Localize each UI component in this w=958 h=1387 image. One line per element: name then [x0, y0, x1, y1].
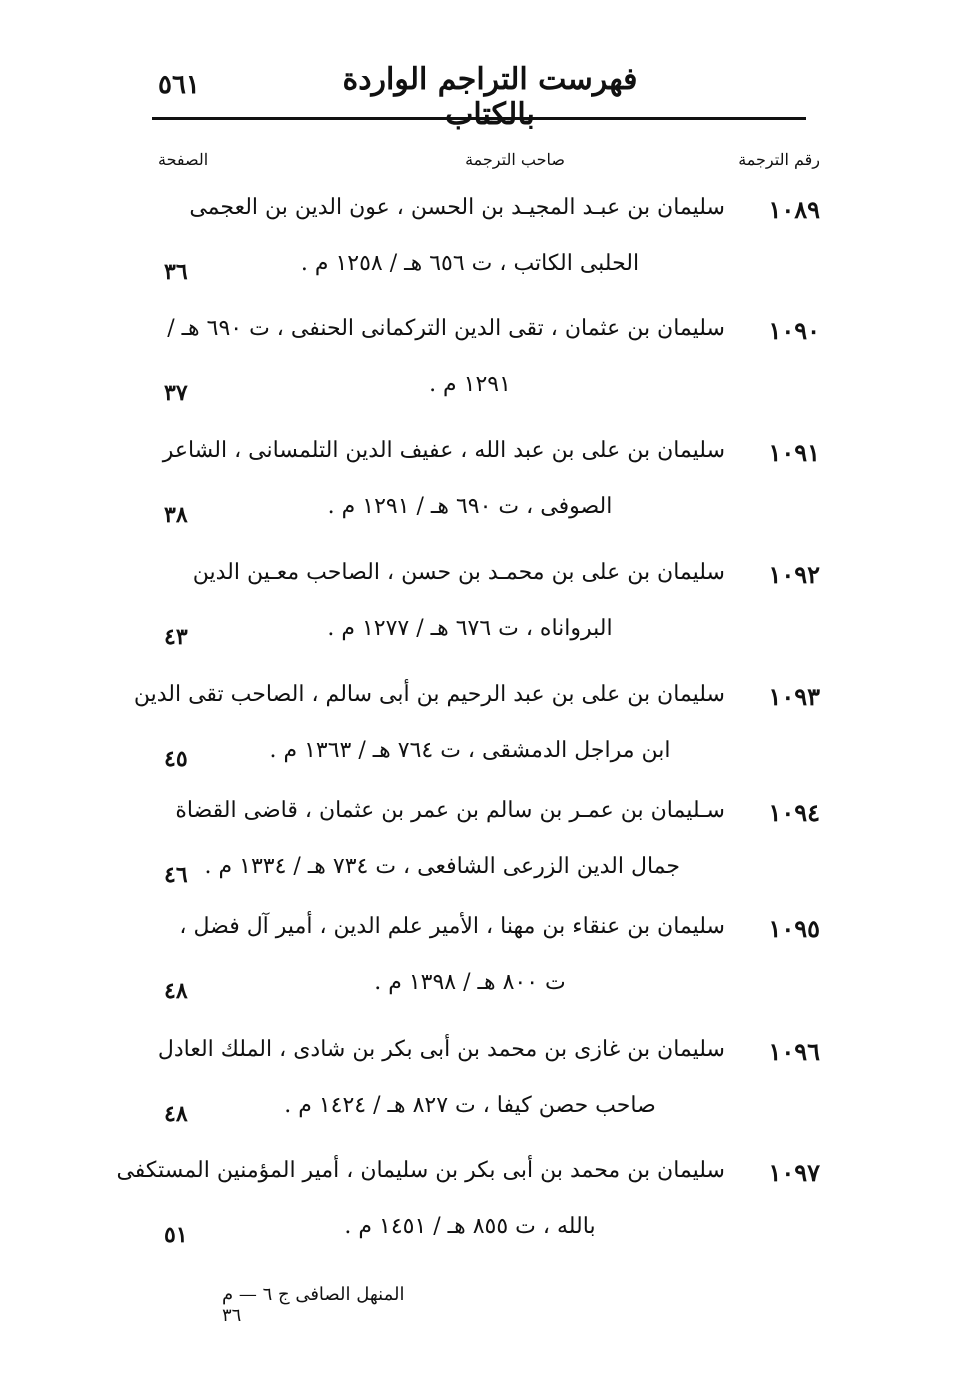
entry-page: ٤٦: [164, 862, 188, 888]
entry-number: ١٠٩٦: [768, 1037, 820, 1066]
index-entry: [133, 682, 820, 802]
entry-name-line-2: ١٢٩١ م .: [429, 372, 511, 397]
entry-number: ١٠٩٧: [768, 1158, 820, 1187]
entry-name-line-1: سليمان بن على بن عبد الله ، عفيف الدين التلمسانى ، الشاعر: [162, 438, 725, 463]
entry-page: ٣٨: [164, 502, 188, 528]
entry-name-line-2: ابن مراجل الدمشقى ، ت ٧٦٤ هـ / ١٣٦٣ م .: [269, 738, 671, 763]
entry-number: ١٠٩٥: [768, 914, 820, 943]
entry-number: ١٠٩٠: [768, 316, 820, 345]
index-entry: [150, 914, 820, 1034]
entry-page: ٤٨: [164, 1101, 188, 1127]
entry-number: ١٠٨٩: [768, 195, 820, 224]
column-header-name: صاحب الترجمة: [465, 150, 565, 169]
index-entry: [150, 798, 820, 918]
column-header-number: رقم الترجمة: [738, 150, 820, 169]
entry-number: ١٠٩٣: [768, 682, 820, 711]
index-entry: [150, 560, 820, 680]
index-entry: [150, 316, 820, 436]
entry-name-line-1: سليمان بن عنقاء بن مهنا ، الأمير علم الدين ، أمير آل فضل ،: [179, 914, 725, 939]
entry-name-line-2: الحلبى الكاتب ، ت ٦٥٦ هـ / ١٢٥٨ م .: [300, 251, 640, 276]
entry-name-line-2: صاحب حصن كيفا ، ت ٨٢٧ هـ / ١٤٢٤ م .: [284, 1093, 656, 1118]
entry-number: ١٠٩٤: [768, 798, 820, 827]
entry-page: ٤٣: [164, 624, 188, 650]
entry-name-line-1: سـليمان بن عمـر بن سالم بن عمر بن عثمان ، قاضى القضاة: [175, 798, 725, 823]
index-entry: [150, 438, 820, 558]
entry-page: ٣٦: [164, 259, 188, 285]
entry-page: ٤٨: [164, 978, 188, 1004]
entry-page: ٥١: [164, 1222, 188, 1248]
entry-name-line-2: البرواناه ، ت ٦٧٦ هـ / ١٢٧٧ م .: [327, 616, 613, 641]
entry-page: ٣٧: [164, 380, 188, 406]
entry-page: ٤٥: [164, 746, 188, 772]
entry-name-line-1: سليمان بن غازى بن محمد بن أبى بكر بن شادى ، الملك العادل: [157, 1037, 725, 1062]
entry-number: ١٠٩١: [768, 438, 820, 467]
entry-name-line-2: جمال الدين الزرعى الشافعى ، ت ٧٣٤ هـ / ١٣٣٤ م .: [204, 854, 680, 879]
index-entry: [116, 1158, 820, 1278]
entry-name-line-2: ت ٨٠٠ هـ / ١٣٩٨ م .: [374, 970, 566, 995]
entry-name-line-1: سليمان بن عثمان ، تقى الدين التركمانى الحنفى ، ت ٦٩٠ هـ /: [167, 316, 725, 341]
entry-name-line-1: سليمان بن على بن محمـد بن حسن ، الصاحب معـين الدين: [192, 560, 725, 585]
entry-name-line-2: بالله ، ت ٨٥٥ هـ / ١٤٥١ م .: [344, 1214, 596, 1239]
entry-name-line-1: سليمان بن محمد بن أبى بكر بن سليمان ، أمير المؤمنين المستكفى: [116, 1158, 725, 1183]
header-rule: [152, 117, 806, 120]
entry-name-line-1: سليمان بن على بن عبد الرحيم بن أبى سالم ، الصاحب تقى الدين: [133, 682, 725, 707]
page-number: ٥٦١: [158, 70, 200, 100]
entry-number: ١٠٩٢: [768, 560, 820, 589]
index-entry: [150, 195, 820, 315]
entry-name-line-1: سليمان بن عبـد المجيـد بن الحسن ، عون الدين بن العجمى: [189, 195, 725, 220]
column-header-page: الصفحة: [158, 150, 209, 169]
index-entry: [150, 1037, 820, 1157]
entry-name-line-2: الصوفى ، ت ٦٩٠ هـ / ١٢٩١ م .: [327, 494, 613, 519]
footer-signature: المنهل الصافى ج ٦ — م ٣٦: [222, 1284, 405, 1326]
running-title: فهرست التراجم الواردة بالكتاب: [342, 62, 638, 132]
